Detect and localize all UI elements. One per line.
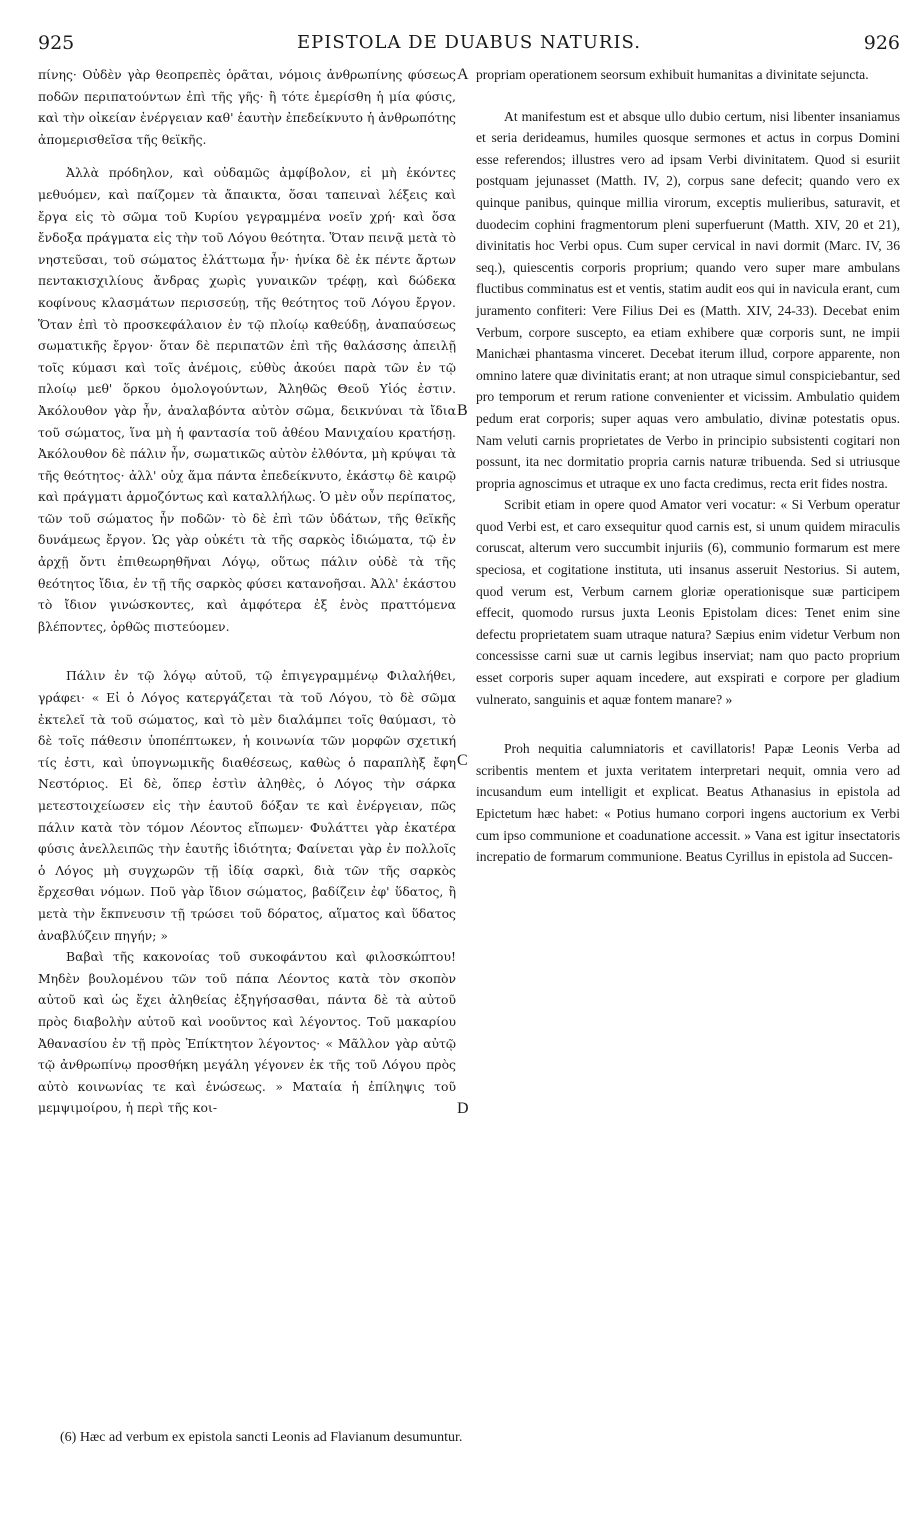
running-title: EPISTOLA DE DUABUS NATURIS. bbox=[297, 32, 641, 53]
latin-paragraph-2: At manifestum est et absque ullo dubio certum, nisi libenter insaniamus et seria derideamus, humiles quosque sermones et actus in corpus Domini esse referendos; illustres vero ad ipsam Verbi divinitatem. Quod si esuriit postquam jejunasset (Matth. IV, 2), corpus sane defecit; quando vero ex quinque panibus, quinque millia virorum, exceptis mulieribus, saturavit, et duodecim cophini fragmentorum pleni superfuerunt (Matth. XIV, 20 et 21), divinitatis hoc Verbi opus. Cum super cervical in navi dormit (Marc. IV, 36 seq.), quiescentis corporis proprium; quando vero super mare ambulans fluctibus comminatus est et ventis, statim audit eos qui in navicula erant, cum juramento confiteri: Vere Filius Dei es (Matth. XIV, 24-33). Decebat enim Verbum, corpore suscepto, ea etiam exhibere quæ corporis sunt, ne impii Manichæi phantasma vinceret. Decebat iterum illud, corpore apparente, non omnino latere quæ divinitatis erant; at non utraque simul conspiciebantur, sed pro temporum et rerum ratione convenienter et vicissim. Ambulatio quidem pedum erat corporis; super aquas vero ambulatio, divinæ potestatis opus. Nam veluti carnis proprietates de Verbo in principio subsistenti cogitari non possunt, ita nec dormitatio propria carnis naturæ tribuenda. Sed si utriusque propria agnoscimus et utraque ex uno facta credimus, recta erit fides nostra. bbox=[476, 108, 900, 491]
page-number-left: 925 bbox=[38, 32, 75, 54]
greek-paragraph-1: πίνης· Οὐδὲν γὰρ θεοπρεπὲς ὁρᾶται, νόμοις ἀνθρωπίνης φύσεως ποδῶν περιπατούντων ἐπὶ τῆς γῆς· ἢ τότε ἐμερίσθη ἡ μία φύσις, καὶ τὴν οἰκείαν ἐνέργειαν καθ' ἑαυτὴν ἐπεδείκνυτο ἡ ἀνθρωπότης ἀπομερισθεῖσα τῆς θεϊκῆς. bbox=[38, 67, 456, 147]
greek-paragraph-3: Πάλιν ἐν τῷ λόγῳ αὐτοῦ, τῷ ἐπιγεγραμμένῳ Φιλαλήθει, γράφει· « Εἰ ὁ Λόγος κατεργάζεται τὰ τοῦ Λόγου, τὸ δὲ σῶμα ἐκτελεῖ τὰ τοῦ σώματος, καὶ τὸ μὲν διαλάμπει τοῖς θαύμασι, τὸ δὲ τοῖς πάθεσιν ὑποπέπτωκεν, ἡ κοινωνία τῶν μορφῶν σχετική τίς ἐστι, καὶ ὑπογνωμικῆς διαθέσεως, καθὼς ὁ παραπλὴξ ἔφη Νεστόριος. Εἰ δὲ, ὅπερ ἐστὶν ἀληθὲς, ὁ Λόγος τὴν σάρκα μετεστοιχείωσεν εἰς τὴν ἑαυτοῦ δόξαν τε καὶ ἐνέργειαν, πῶς πάλιν κατὰ τὸν τόμον Λέοντος εἴπωμεν· Φυλάττει γὰρ ἑκατέρα φύσις ἀνελλειπῶς τὴν ἑαυτῆς ἰδιότητα; Φαίνεται γὰρ ἐν πολλοῖς ὁ Λόγος μὴ συγχωρῶν τῇ ἰδίᾳ σαρκὶ, διὰ τῶν τῆς σαρκὸς ἔρχεσθαι νόμων. Ποῦ γὰρ ἴδιον σώματος, βαδίζειν ἐφ' ὕδατος, ἢ μετὰ τὴν ἔκπνευσιν τῇ τρώσει τοῦ δόρατος, αἵματος καὶ ὕδατος ἀναβλύζειν πηγήν; » bbox=[38, 668, 456, 943]
latin-paragraph-1: propriam operationem seorsum exhibuit humanitas a divinitate sejuncta. bbox=[476, 67, 869, 82]
greek-paragraph-2: Ἀλλὰ πρόδηλον, καὶ οὐδαμῶς ἀμφίβολον, εἰ μὴ ἑκόντες μεθυόμεν, καὶ παίζομεν τὰ ἄπαικτα, ὅσαι ταπειναὶ λέξεις καὶ ἔργα εἰς τὸ σῶμα τοῦ Κυρίου γεγραμμένα νοεῖν χρή· καὶ ὅσα ἔνδοξα πράγματα εἰς τὴν τοῦ Λόγου θεότητα. Ὅταν πεινᾷ μετὰ τὸ νηστεῦσαι, τοῦ σώματος ἐλάττωμα ἦν· ἡνίκα δὲ ἐκ πέντε ἄρτων πεντακισχιλίους ἄνδρας χωρὶς γυναικῶν τρέφῃ, καὶ δώδεκα κοφίνους κλασμάτων περισσεύῃ, τῆς θεότητος τοῦ Λόγου ἔργον. Ὅταν ἐπὶ τὸ προσκεφάλαιον ἐν τῷ πλοίῳ καθεύδῃ, ἀναπαύσεως σωματικῆς ἔργον· ὅταν δὲ περιπατῶν ἐπὶ τῆς θαλάσσης ἀπειλῇ τοῖς κύμασι καὶ τοῖς ἀνέμοις, εὐθὺς ἀκούει παρὰ τῶν ἐν τῷ πλοίῳ μεθ' ὅρκου ὁμολογούντων, Ἀληθῶς Θεοῦ Υἱός ἐστιν. Ἀκόλουθον γὰρ ἦν, ἀναλαβόντα αὐτὸν σῶμα, δεικνύναι τὰ ἴδια τοῦ σώματος, ἵνα μὴ ἡ φαντασία τοῦ ἀθέου Μανιχαίου κρατήσῃ. Ἀκόλουθον δὲ πάλιν ἦν, σωματικῶς αὐτὸν ἐλθόντα, μὴ κρύψαι τὰ τῆς θεότητος· ἀλλ' οὐχ ἅμα πάντα ἐπεδείκνυτο, ἑκάστῳ δὲ καιρῷ καὶ πράγματι ἁρμοζόντως καὶ καταλλήλως. Ὁ μὲν οὖν περίπατος, τῶν τοῦ σώματος ἦν ποδῶν· τὸ δὲ ἐπὶ τῶν ὑδάτων, τῆς θεϊκῆς δυνάμεως ἔργον. Ὡς γὰρ οὐκέτι τὰ τῆς σαρκὸς ἰδιώματα, τῷ ἐν ἀρχῇ ὄντι ἐπιθεωρηθῆναι Λόγῳ, οὕτως πάλιν οὐδὲ τὰ τῆς θεότητος ἴδια, ἐν τῇ τῆς σαρκὸς φύσει κατανοῆσαι. Ἀλλ' ἑκάστου τὸ ἴδιον γινώσκοντες, καὶ ἀμφότερα ἐξ ἑνὸς πραττόμενα βλέποντες, ὀρθῶς πιστεύομεν. bbox=[38, 165, 456, 634]
margin-marker-a: A bbox=[457, 66, 469, 83]
latin-paragraph-4: Proh nequitia calumniatoris et cavillatoris! Papæ Leonis Verba ad scribentis mentem et juxta veritatem interpretari nequit, omnia vero ad incusandum eum intelligit et explicat. Beatus Athanasius in epistola ad Epictetum hæc habet: « Potius humano corpori ingens auctorium ex Verbi cum ipso communione et coadunatione accessit. » Vana est igitur insectatoris increpatio de formarum communione. Beatus Cyrillus in epistola ad Succen- bbox=[476, 741, 900, 865]
page-number-right: 926 bbox=[863, 32, 900, 54]
greek-paragraph-4: Βαβαὶ τῆς κακονοίας τοῦ συκοφάντου καὶ φιλοσκώπτου! Μηδὲν βουλομένου τῶν τοῦ πάπα Λέοντος κατὰ τὸν σκοπὸν αὐτοῦ καὶ ὡς ἔχει ἀληθείας ἐξηγήσασθαι, πάντα δὲ τὰ αὐτοῦ πρὸς διαβολὴν αὐτοῦ καὶ νοοῦντος καὶ λέγοντος. Τοῦ μακαρίου Ἀθανασίου ἐν τῇ πρὸς Ἐπίκτητον λέγοντος· « Μᾶλλον γὰρ αὐτῷ τῷ ἀνθρωπίνῳ προσθήκη μεγάλη γέγονεν ἐκ τῆς τοῦ Λόγου πρὸς αὐτὸ κοινωνίας τε καὶ ἑνώσεως. » Ματαία ἡ ἐπίληψις τοῦ μεμψιμοίρου, ἡ περὶ τῆς κοι- bbox=[38, 949, 456, 1116]
latin-paragraph-3: Scribit etiam in opere quod Amator veri vocatur: « Si Verbum operatur quod Verbi est, et caro exsequitur quod carnis est, si unum quidem miraculis coruscat, alterum vero succumbit injuriis (6), communio formarum est mere speciosa, et cogitatione instituta, uti insanus asseruit Nestorius. Si autem, quod verum est, Verbum carnem gloriæ operationisque suæ participem effecit, quomodo rursus juxta Leonis Epistolam dices: Tenet enim sine defectu proprietatem suam utraque natura? Sæpius enim videtur Verbum non concessisse carni suæ ut carnis legibus inserviat; nam quo pacto proprium esset corporis super aquam incedere, aut exspirati e corpore per gladium vulnerato, sanguinis et aquæ fontem manare? » bbox=[476, 497, 900, 707]
margin-marker-c: C bbox=[457, 752, 468, 769]
running-header bbox=[38, 32, 900, 58]
footnote: (6) Hæc ad verbum ex epistola sancti Leonis ad Flavianum desumuntur. bbox=[60, 1430, 463, 1445]
margin-marker-b: B bbox=[457, 402, 468, 419]
margin-marker-d: D bbox=[457, 1100, 469, 1117]
latin-column bbox=[476, 64, 900, 868]
greek-column bbox=[38, 64, 456, 1119]
